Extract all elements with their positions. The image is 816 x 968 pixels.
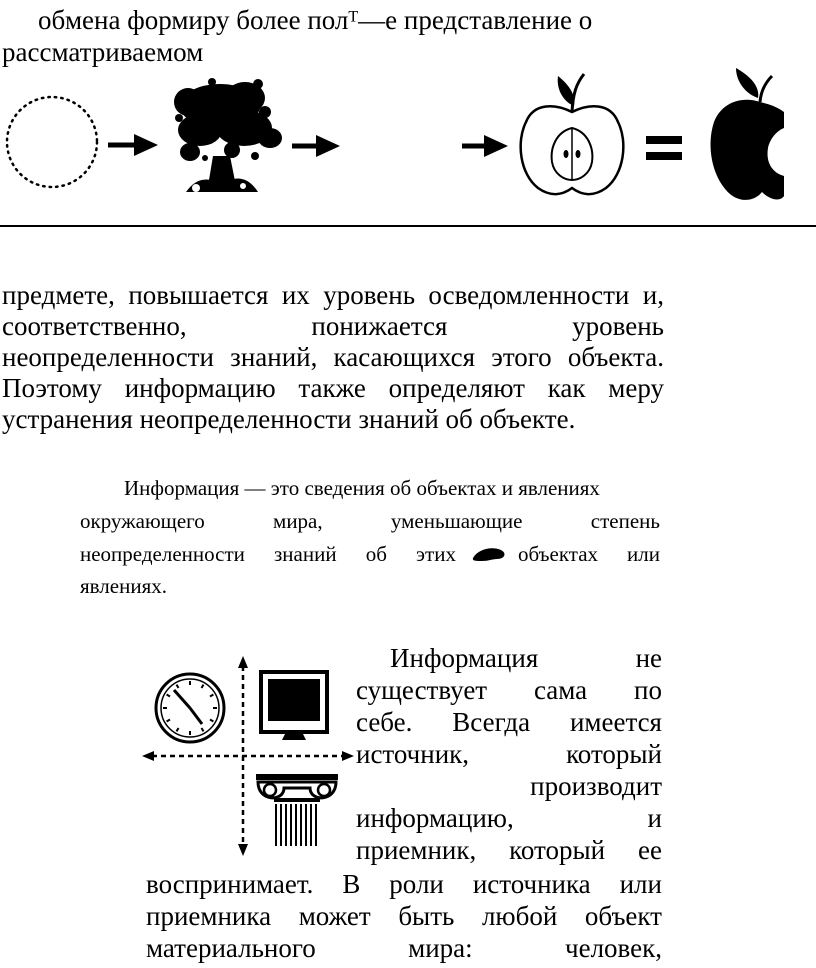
word: определяют (388, 373, 525, 403)
word: неопределенности (80, 542, 245, 566)
word: любой (481, 901, 558, 931)
word: меру (608, 373, 664, 403)
paragraph-line (2, 372, 664, 404)
word: не (635, 643, 662, 673)
word: приемника (146, 901, 272, 931)
word: воспринимает. (146, 869, 314, 899)
paragraph-line (356, 834, 662, 866)
definition-line (80, 541, 456, 567)
paragraph-line (356, 802, 662, 834)
dotted-circle-icon (7, 97, 97, 187)
word: источника (472, 869, 591, 899)
horizontal-axis-arrow-icon (142, 751, 354, 761)
word: как (547, 373, 586, 403)
divider (0, 225, 816, 227)
word: соответственно, (2, 311, 187, 341)
word: приемник, (356, 835, 477, 865)
word: имеется (569, 707, 662, 737)
word: степень (590, 509, 660, 533)
word: окружающего (80, 509, 205, 533)
word: касающихся (333, 342, 476, 372)
word: этих (416, 542, 456, 566)
ink-blot-icon (470, 544, 510, 564)
paragraph-line (2, 341, 664, 373)
word: объект (584, 901, 662, 931)
word: ее (638, 835, 662, 865)
word: объектах (518, 542, 599, 566)
top-line-2: рассматриваемом (2, 37, 204, 67)
arrow-right-icon (462, 135, 508, 157)
word: предмете, (2, 280, 115, 310)
word: осведомленности (428, 280, 630, 310)
word: роли (389, 869, 444, 899)
word: сама (533, 675, 588, 705)
paragraph-line (2, 279, 664, 311)
column-icon (256, 774, 338, 846)
paragraph-line (146, 932, 662, 964)
word: или (619, 869, 662, 899)
word: повышается (128, 280, 269, 310)
paragraph-line (146, 900, 662, 932)
paragraph-line (2, 310, 664, 342)
paragraph-line (356, 738, 662, 770)
word: и, (642, 280, 664, 310)
word: источник, (356, 739, 470, 769)
word: и (647, 803, 662, 833)
word: объекта. (567, 342, 664, 372)
word: об (365, 542, 387, 566)
monitor-icon (261, 672, 327, 740)
arrow-right-icon (108, 134, 158, 156)
word: мира, (273, 509, 323, 533)
word: В (342, 869, 361, 899)
paragraph-line (356, 642, 662, 674)
definition-line (518, 541, 660, 567)
apple-icon (521, 74, 624, 194)
equals-icon (646, 136, 682, 160)
word: Информация (390, 643, 539, 673)
word: или (627, 542, 660, 566)
tree-icon (174, 78, 282, 192)
top-line-1: обмена формиру более полᵀ—е представление о (38, 5, 593, 35)
word: Всегда (452, 707, 531, 737)
source-receiver-illustration (140, 652, 360, 872)
word: этого (491, 342, 552, 372)
clock-icon (156, 674, 224, 742)
word: может (298, 901, 371, 931)
paragraph-line: производит (530, 771, 662, 801)
word: человек, (565, 933, 662, 963)
definition-line: явлениях. (80, 574, 167, 598)
paragraph-line (356, 706, 662, 738)
word: материального (146, 933, 316, 963)
definition-line (80, 508, 660, 534)
word: понижается (311, 311, 448, 341)
paragraph-line: устранения неопределенности знаний об объекте. (2, 404, 576, 434)
arrow-right-icon (292, 135, 340, 157)
word: который (509, 835, 606, 865)
word: который (566, 739, 662, 769)
illustration-strip (0, 68, 816, 203)
word: знаний (274, 542, 337, 566)
word: их (281, 280, 310, 310)
word: существует (356, 675, 488, 705)
word: уровень (323, 280, 416, 310)
word: информацию (124, 373, 276, 403)
word: уменьшающие (390, 509, 523, 533)
word: информацию, (356, 803, 514, 833)
word: неопределенности (2, 342, 214, 372)
word: быть (398, 901, 455, 931)
word: знаний, (230, 342, 318, 372)
paragraph-line (356, 674, 662, 706)
paragraph-line (146, 868, 662, 900)
bitten-apple-icon (711, 68, 784, 200)
definition-line: Информация — это сведения об объектах и явлениях (124, 476, 600, 500)
word: также (298, 373, 366, 403)
word: по (634, 675, 662, 705)
word: себе. (356, 707, 413, 737)
word: мира: (408, 933, 473, 963)
word: уровень (572, 311, 664, 341)
word: Поэтому (2, 373, 102, 403)
